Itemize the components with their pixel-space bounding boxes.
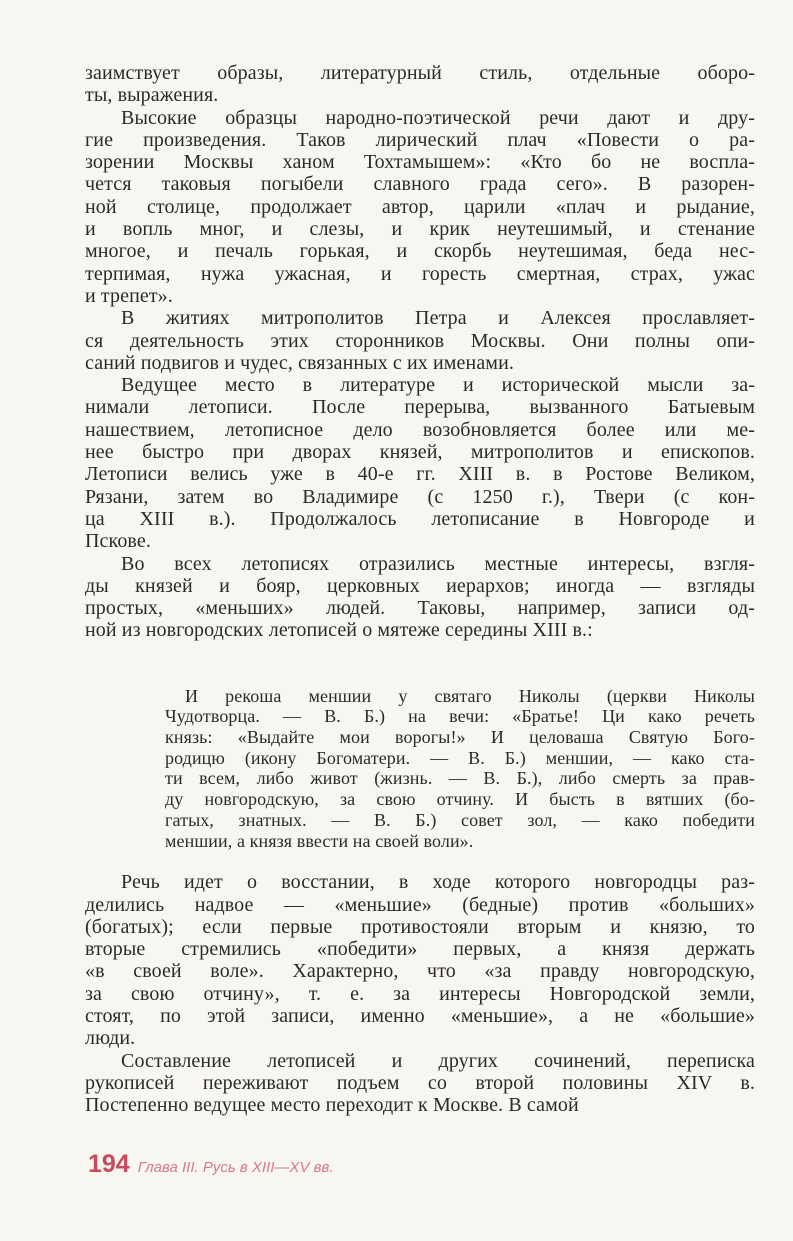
paragraph [85, 62, 755, 107]
text-line: рукописей переживают подъем со второй половины XIV в. [85, 1071, 755, 1094]
paragraph [85, 374, 755, 552]
text-line: ды князей и бояр, церковных иерархов; иногда — взгляды [85, 574, 755, 597]
text-line: простых, «меньших» людей. Таковы, например, записи од- [85, 597, 755, 620]
page-body [85, 62, 755, 1116]
text-line: многое, и печаль горькая, и скорбь неутешимая, беда нес- [85, 240, 755, 263]
paragraph [85, 871, 755, 1049]
text-line: «в своей воле». Характерно, что «за правду новгородскую, [85, 960, 755, 983]
text-line: Ведущее место в литературе и исторической мысли за- [121, 374, 755, 397]
text-line: саний подвигов и чудес, связанных с их именами. [85, 351, 514, 374]
quote-line: меншии, а князя ввести на своей воли». [165, 830, 474, 851]
quote-line: родицю (икону Богоматери. — В. Б.) меншии, — како ста- [165, 747, 755, 768]
page-number: 194 [88, 1150, 130, 1178]
text-line: нимали летописи. После перерыва, вызванного Батыевым [85, 396, 755, 419]
text-line: Постепенно ведущее место переходит к Москве. В самой [85, 1094, 579, 1117]
text-line: Во всех летописях отразились местные интересы, взгля- [121, 552, 755, 575]
paragraph [85, 1050, 755, 1117]
text-line: и вопль мног, и слезы, и крик неутешимый, и стенание [85, 218, 755, 241]
text-line: зорении Москвы ханом Тохтамышем»: «Кто бо не воспла- [85, 151, 755, 174]
quote-line: Чудотворца. — В. Б.) на вечи: «Братье! Ци како речеть [165, 706, 755, 727]
text-line: Составление летописей и других сочинений, переписка [121, 1049, 755, 1072]
text-line: ся деятельность этих сторонников Москвы. Они полны опи- [85, 329, 755, 352]
text-line: нашествием, летописное дело возобновляется более или ме- [85, 418, 755, 441]
text-line: чется таковыя погыбели славного града сего». В разорен- [85, 173, 755, 196]
main-text [85, 62, 755, 642]
text-line: люди. [85, 1027, 136, 1050]
text-line: делились надвое — «меньшие» (бедные) против «больших» [85, 893, 755, 916]
text-line: Летописи велись уже в 40-е гг. XIII в. в Ростове Великом, [85, 463, 755, 486]
text-line: Пскове. [85, 530, 151, 553]
text-line: стоят, по этой записи, именно «меньшие», а не «большие» [85, 1005, 755, 1027]
page-footer [88, 1150, 333, 1179]
text-line: заимствует образы, литературный стиль, отдельные оборо- [85, 62, 755, 84]
quote-line: князь: «Выдайте мои ворогы!» И целоваша Святую Бого- [165, 727, 755, 748]
paragraph [85, 107, 755, 308]
paragraph [85, 553, 755, 642]
text-line: В житиях митрополитов Петра и Алексея прославляет- [121, 307, 755, 330]
quote-line: И рекоша меншии у святаго Николы (церкви Николы [185, 685, 755, 706]
text-line: Рязани, затем во Владимире (с 1250 г.), Твери (с кон- [85, 485, 755, 508]
text-line: гие произведения. Таков лирический плач «Повести о ра- [85, 128, 755, 151]
text-line: за свою отчину», т. е. за интересы Новгородской земли, [85, 982, 755, 1005]
text-line: Высокие образцы народно-поэтической речи дают и дру- [121, 106, 755, 129]
main-text-continued [85, 871, 755, 1116]
text-line: и трепет». [85, 284, 173, 307]
text-line: терпимая, нужа ужасная, и горесть смертная, страх, ужас [85, 262, 755, 285]
text-line: (богатых); если первые противостояли вторым и князю, то [85, 915, 755, 938]
text-line: нее быстро при дворах князей, митрополитов и епископов. [85, 441, 755, 464]
paragraph [85, 307, 755, 374]
chapter-title: Глава III. Русь в XIII—XV вв. [137, 1159, 334, 1176]
quote-line: ти всем, либо живот (жизнь. — В. Б.), либо смерть за прав- [165, 768, 755, 789]
quote-line: гатых, знатных. — В. Б.) совет зол, — како победити [165, 809, 755, 830]
text-line: вторые стремились «победити» первых, а князя держать [85, 938, 755, 961]
text-line: ты, выражения. [85, 84, 219, 107]
text-line: Речь идет о восстании, в ходе которого новгородцы раз- [121, 871, 755, 894]
text-line: ца XIII в.). Продолжалось летописание в Новгороде и [85, 507, 755, 530]
text-line: ной столице, продолжает автор, царили «плач и рыдание, [85, 195, 755, 218]
chronicle-quote [165, 686, 755, 852]
quote-line: ду новгородскую, за свою отчину. И бысть в вятших (бо- [165, 789, 755, 810]
text-line: ной из новгородских летописей о мятеже середины XIII в.: [85, 619, 593, 642]
